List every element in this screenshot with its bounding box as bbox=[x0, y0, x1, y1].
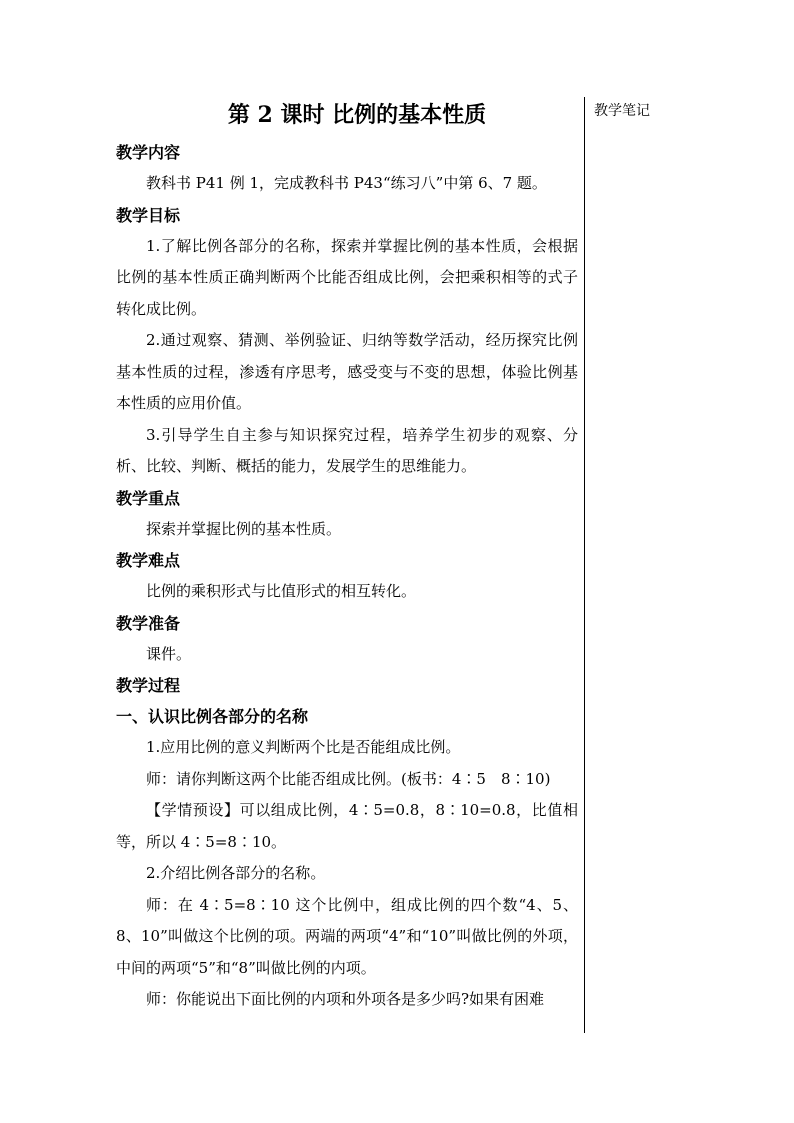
section-heading-objectives: 教学目标 bbox=[116, 205, 181, 225]
preparation-text: 课件。 bbox=[146, 644, 192, 663]
process-paragraph: 【学情预设】可以组成比例，4∶5=0.8，8∶10=0.8，比值相等，所以 4∶5=8∶10。 bbox=[116, 801, 578, 851]
key-points-text: 探索并掌握比例的基本性质。 bbox=[146, 519, 342, 538]
objective-item: 3.引导学生自主参与知识探究过程，培养学生初步的观察、分析、比较、判断、概括的能力，发展学生的思维能力。 bbox=[116, 425, 578, 475]
process-subheading: 一、认识比例各部分的名称 bbox=[116, 707, 309, 726]
objective-item: 2.通过观察、猜测、举例验证、归纳等数学活动，经历探究比例基本性质的过程，渗透有序思考，感受变与不变的思想，体验比例基本性质的应用价值。 bbox=[116, 331, 578, 412]
process-paragraph: 师：你能说出下面比例的内项和外项各是多少吗?如果有困难 bbox=[146, 990, 545, 1008]
process-paragraph: 2.介绍比例各部分的名称。 bbox=[146, 864, 326, 882]
lesson-title: 第 2 课时 比例的基本性质 bbox=[227, 102, 487, 128]
difficulties-text: 比例的乘积形式与比值形式的相互转化。 bbox=[146, 582, 417, 600]
section-heading-process: 教学过程 bbox=[116, 676, 181, 695]
process-paragraph: 1.应用比例的意义判断两个比是否能组成比例。 bbox=[146, 738, 461, 756]
section-heading-key-points: 教学重点 bbox=[116, 488, 181, 508]
section-heading-difficulties: 教学难点 bbox=[116, 551, 181, 570]
content-text: 教科书 P41 例 1，完成教科书 P43“练习八”中第 6、7 题。 bbox=[146, 174, 547, 192]
section-heading-preparation: 教学准备 bbox=[116, 613, 181, 633]
section-heading-content: 教学内容 bbox=[116, 143, 181, 162]
objective-item: 1.了解比例各部分的名称，探索并掌握比例的基本性质，会根据比例的基本性质正确判断两个比能否组成比例，会把乘积相等的式子转化成比例。 bbox=[116, 236, 578, 318]
lesson-plan-body bbox=[116, 100, 578, 1016]
process-paragraph: 师：请你判断这两个比能否组成比例。(板书：4∶5 8∶10) bbox=[146, 769, 551, 788]
notes-column-divider bbox=[584, 97, 585, 1033]
process-paragraph: 师：在 4∶5=8∶10 这个比例中，组成比例的四个数“4、5、8、10”叫做这个比例的项。两端的两项“4”和“10”叫做比例的外项，中间的两项“5”和“8”叫做比例的内项。 bbox=[116, 895, 578, 977]
notes-label: 教学笔记 bbox=[594, 103, 650, 119]
